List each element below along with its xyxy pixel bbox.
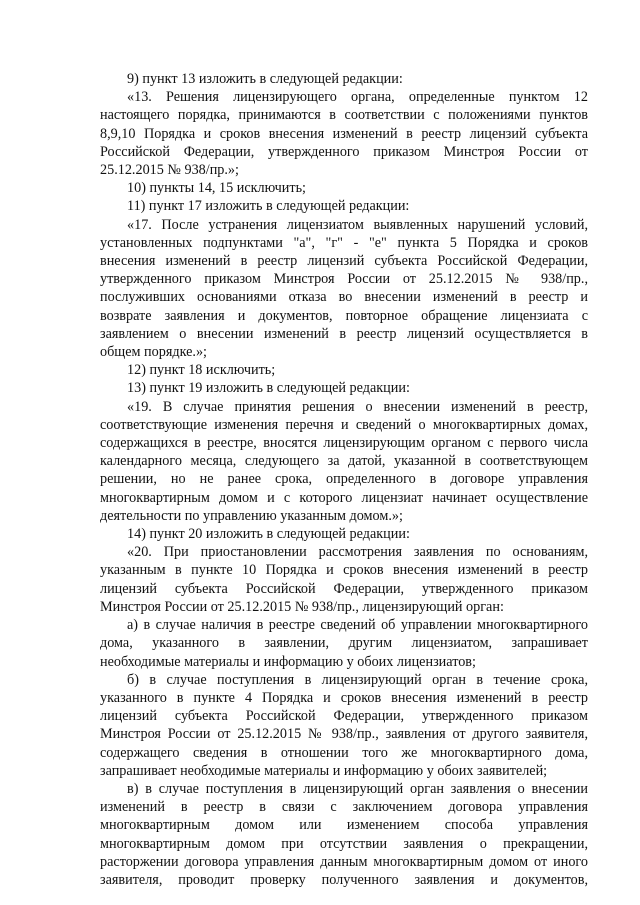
text-line: общем порядке.»; <box>100 344 208 361</box>
text-line: утвержденного приказом Минстроя России от 25.12.2015 № 938/пр., <box>100 271 588 288</box>
text-line: многоквартирным домом при отсутствии заявления о прекращении, <box>100 835 588 852</box>
text-line: 13) пункт 19 изложить в следующей редакции: <box>127 380 410 397</box>
text-line: а) в случае наличия в реестре сведений об управлении многоквартирного <box>127 617 588 634</box>
text-line: лицензий субъекта Российской Федерации, утвержденного приказом <box>100 708 588 725</box>
text-line: «19. В случае принятия решения о внесении изменений в реестр, <box>127 398 588 415</box>
text-line: «17. После устранения лицензиатом выявленных нарушений условий, <box>127 216 588 233</box>
text-line: заявителя, проводит проверку полученного заявления и документов, <box>100 871 588 888</box>
text-line: 11) пункт 17 изложить в следующей редакции: <box>127 198 410 215</box>
text-line: Минстроя России от 25.12.2015 № 938/пр., лицензирующий орган: <box>100 598 504 615</box>
text-line: решении, но не ранее срока, определенного в договоре управления <box>100 471 588 488</box>
text-line: расторжении договора управления данным многоквартирным домом от иного <box>100 853 588 870</box>
text-line: в) в случае поступления в лицензирующий орган заявления о внесении <box>127 780 588 797</box>
text-line: изменений в реестр в связи с заключением договора управления <box>100 799 588 816</box>
text-line: 12) пункт 18 исключить; <box>127 362 276 379</box>
text-line: дома, указанного в заявлении, другим лицензиатом, запрашивает <box>100 635 588 652</box>
text-line: «20. При приостановлении рассмотрения заявления по основаниям, <box>127 544 588 561</box>
text-line: 25.12.2015 № 938/пр.»; <box>100 162 239 179</box>
text-line: установленных подпунктами "а", "г" - "е" пункта 5 Порядка и сроков <box>100 234 588 251</box>
text-line: заявлением о внесении изменений в реестр лицензий осуществляется в <box>100 325 588 342</box>
text-line: лицензий субъекта Российской Федерации, утвержденного приказом <box>100 580 588 597</box>
text-line: запрашивает необходимые материалы и информацию у обоих заявителей; <box>100 762 548 779</box>
text-line: содержащихся в реестре, вносятся лицензирующим органом с первого числа <box>100 435 588 452</box>
text-line: 8,9,10 Порядка и сроков внесения изменений в реестр лицензий субъекта <box>100 125 588 142</box>
text-line: календарного месяца, следующего за датой, указанной в соответствующем <box>100 453 588 470</box>
text-line: возврате заявления и документов, повторное обращение лицензиата с <box>100 307 588 324</box>
text-line: указанного в пункте 4 Порядка и сроков внесения изменений в реестр <box>100 689 588 706</box>
text-line: многоквартирным домом или изменением способа управления <box>100 817 588 834</box>
text-line: 14) пункт 20 изложить в следующей редакции: <box>127 526 410 543</box>
text-line: деятельности по управлению указанным домом.»; <box>100 507 403 524</box>
text-line: необходимые материалы и информацию у обоих лицензиатов; <box>100 653 476 670</box>
text-line: содержащего сведения в отношении того же многоквартирного дома, <box>100 744 588 761</box>
text-line: послуживших основаниями отказа во внесении изменений в реестр и <box>100 289 588 306</box>
text-line: внесения изменений в реестр лицензий субъекта Российской Федерации, <box>100 253 588 270</box>
text-line: 9) пункт 13 изложить в следующей редакции: <box>127 71 403 87</box>
text-line: Минстроя России от 25.12.2015 № 938/пр., заявления от другого заявителя, <box>100 726 588 743</box>
text-line: соответствующие изменения перечня и сведений о многоквартирных домах, <box>100 416 588 433</box>
text-line: многоквартирным домом и с которого лицензиат начинает осуществление <box>100 489 588 506</box>
text-line: 10) пункты 14, 15 исключить; <box>127 180 306 197</box>
text-line: б) в случае поступления в лицензирующий орган в течение срока, <box>127 671 588 688</box>
text-line: «13. Решения лицензирующего органа, определенные пунктом 12 <box>127 89 588 106</box>
text-line: указанным в пункте 10 Порядка и сроков внесения изменений в реестр <box>100 562 588 579</box>
document-page <box>100 70 588 889</box>
text-line: Российской Федерации, утвержденного приказом Минстроя России от <box>100 143 588 160</box>
text-line: настоящего порядка, принимаются в соответствии с положениями пунктов <box>100 107 588 124</box>
